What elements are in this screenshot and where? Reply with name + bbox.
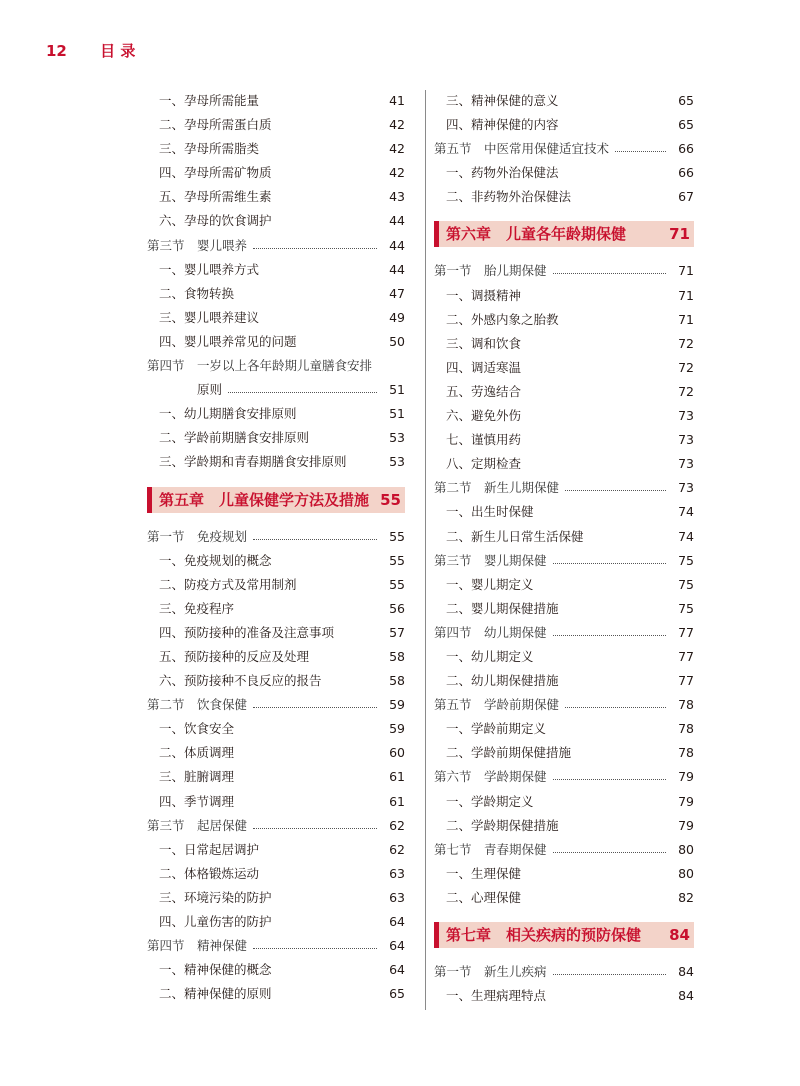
toc-entry-title: 一、婴儿喂养方式 <box>159 261 260 277</box>
toc-entry[interactable] <box>147 209 405 233</box>
toc-entry[interactable] <box>147 137 405 161</box>
toc-entry[interactable] <box>147 161 405 185</box>
toc-page-number: 84 <box>678 964 694 979</box>
toc-page-number: 42 <box>389 141 405 157</box>
toc-page-number: 74 <box>678 528 694 544</box>
toc-entry-title: 第五节 学龄前期保健 <box>434 697 560 713</box>
dot-leader <box>253 814 377 829</box>
toc-entry-title: 一、学龄期定义 <box>446 793 534 809</box>
toc-entry[interactable] <box>147 645 405 669</box>
toc-page-number: 43 <box>389 189 405 205</box>
chapter-page-number: 71 <box>669 225 690 244</box>
toc-section-entry[interactable] <box>434 693 694 717</box>
toc-entry-title: 一、调摄精神 <box>446 287 522 303</box>
toc-page-number: 59 <box>389 697 405 713</box>
toc-entry-title: 四、儿童伤害的防护 <box>159 914 272 929</box>
toc-page-number: 62 <box>389 841 405 857</box>
chapter-page-number: 55 <box>380 490 401 509</box>
toc-page-number: 55 <box>389 576 405 592</box>
toc-left-column <box>147 89 405 1006</box>
toc-entry[interactable] <box>434 597 694 621</box>
toc-page-number: 63 <box>389 889 405 905</box>
toc-entry-title: 第四节 一岁以上各年龄期儿童膳食安排 <box>147 358 373 374</box>
toc-entry[interactable] <box>434 428 694 452</box>
toc-entry[interactable] <box>147 886 405 910</box>
page-number: 12 <box>46 42 67 60</box>
toc-page-number: 80 <box>678 865 694 881</box>
toc-page-number: 75 <box>678 600 694 616</box>
toc-entry-title: 一、饮食安全 <box>159 721 235 737</box>
chapter-title: 第六章 儿童各年龄期保健 <box>446 225 627 244</box>
toc-page-number: 77 <box>678 624 694 640</box>
dot-leader <box>553 960 666 975</box>
toc-page-number: 50 <box>389 333 405 349</box>
toc-right-column <box>434 89 694 1008</box>
toc-entry[interactable] <box>434 89 694 113</box>
toc-entry-title: 二、心理保健 <box>446 889 522 905</box>
dot-leader <box>553 838 666 853</box>
toc-page-number: 57 <box>389 624 405 640</box>
dot-leader <box>615 137 666 152</box>
page-header <box>46 40 135 61</box>
toc-entry-title: 一、幼儿期定义 <box>446 648 534 664</box>
toc-entry-title: 一、孕母所需能量 <box>159 93 260 108</box>
toc-entry[interactable] <box>147 282 405 306</box>
toc-page-number: 80 <box>678 841 694 857</box>
toc-page-number: 65 <box>678 117 694 133</box>
toc-page-number: 62 <box>389 817 405 833</box>
toc-section-entry[interactable] <box>434 960 694 984</box>
toc-entry-title: 二、非药物外治保健法 <box>446 189 572 205</box>
toc-entry[interactable] <box>434 525 694 549</box>
chapter-page-number: 84 <box>669 926 690 944</box>
dot-leader <box>553 549 666 564</box>
toc-entry-title: 四、精神保健的内容 <box>446 117 559 133</box>
chapter-title: 第七章 相关疾病的预防保健 <box>446 926 642 944</box>
toc-page-number: 64 <box>389 938 405 954</box>
toc-entry-title: 二、孕母所需蛋白质 <box>159 117 272 133</box>
toc-entry-title: 六、孕母的饮食调护 <box>159 213 272 229</box>
toc-entry-title: 五、孕母所需维生素 <box>159 189 272 205</box>
toc-entry-title: 二、学龄前期膳食安排原则 <box>159 430 310 446</box>
toc-page-number: 44 <box>389 237 405 253</box>
toc-page-number: 78 <box>678 721 694 737</box>
toc-entry-title: 二、幼儿期保健措施 <box>446 673 559 689</box>
toc-page-number: 66 <box>678 141 694 157</box>
toc-page-number: 72 <box>678 383 694 399</box>
toc-section-entry[interactable] <box>434 838 694 862</box>
toc-entry-title: 一、药物外治保健法 <box>446 165 559 181</box>
dot-leader <box>253 693 377 708</box>
toc-page-number: 47 <box>389 285 405 301</box>
toc-entry[interactable] <box>434 404 694 428</box>
toc-section-entry[interactable] <box>147 354 405 378</box>
toc-section-entry[interactable] <box>147 814 405 838</box>
toc-entry-title: 四、孕母所需矿物质 <box>159 165 272 181</box>
running-title: 目 录 <box>100 42 136 60</box>
toc-page-number: 71 <box>678 263 694 279</box>
toc-entry[interactable] <box>434 886 694 910</box>
toc-entry-title: 第四节 幼儿期保健 <box>434 624 547 640</box>
toc-entry[interactable] <box>434 380 694 404</box>
toc-entry[interactable] <box>147 450 405 474</box>
dot-leader <box>253 934 377 949</box>
toc-entry[interactable] <box>434 356 694 380</box>
toc-page-number: 77 <box>678 648 694 664</box>
toc-entry-title: 一、日常起居调护 <box>159 841 260 857</box>
dot-leader <box>553 621 666 636</box>
toc-page-number: 73 <box>678 432 694 448</box>
toc-entry[interactable] <box>434 185 694 209</box>
toc-section-entry[interactable] <box>434 549 694 573</box>
toc-entry[interactable] <box>147 426 405 450</box>
toc-page-number: 58 <box>389 648 405 664</box>
toc-page-number: 75 <box>678 552 694 568</box>
toc-page-number: 53 <box>389 454 405 470</box>
toc-entry[interactable] <box>434 500 694 524</box>
toc-entry-title: 二、体质调理 <box>159 745 235 761</box>
chapter-title: 第五章 儿童保健学方法及措施 <box>159 490 370 509</box>
toc-entry[interactable] <box>147 790 405 814</box>
toc-entry[interactable] <box>434 161 694 185</box>
toc-entry-title: 第一节 新生儿疾病 <box>434 964 547 979</box>
toc-page-number: 77 <box>678 673 694 689</box>
toc-entry-title: 三、学龄期和青春期膳食安排原则 <box>159 454 347 470</box>
toc-page-number: 78 <box>678 745 694 761</box>
toc-entry-title: 一、生理病理特点 <box>446 988 547 1004</box>
toc-page-number: 67 <box>678 189 694 205</box>
toc-page-number: 72 <box>678 335 694 351</box>
toc-entry[interactable] <box>434 669 694 693</box>
toc-entry-title: 二、新生儿日常生活保健 <box>446 528 584 544</box>
toc-section-entry[interactable] <box>147 693 405 717</box>
toc-entry[interactable] <box>147 621 405 645</box>
toc-entry[interactable] <box>147 717 405 741</box>
toc-entry-title: 第五节 中医常用保健适宜技术 <box>434 141 610 157</box>
toc-entry-title: 二、外感内象之胎教 <box>446 311 559 327</box>
toc-page-number: 84 <box>678 988 694 1004</box>
toc-entry-title: 第一节 免疫规划 <box>147 528 248 544</box>
toc-entry-title: 三、婴儿喂养建议 <box>159 309 260 325</box>
toc-section-entry[interactable] <box>147 234 405 258</box>
chapter-heading[interactable] <box>434 922 694 948</box>
toc-entry[interactable] <box>147 185 405 209</box>
toc-entry-title: 一、生理保健 <box>446 865 522 881</box>
toc-entry[interactable] <box>147 258 405 282</box>
chapter-heading[interactable] <box>434 221 694 247</box>
toc-entry-title: 四、预防接种的准备及注意事项 <box>159 624 335 640</box>
toc-entry-title: 三、调和饮食 <box>446 335 522 351</box>
toc-entry-title: 四、调适寒温 <box>446 359 522 375</box>
toc-section-entry[interactable] <box>434 476 694 500</box>
toc-entry-title: 一、精神保健的概念 <box>159 962 272 978</box>
toc-entry-title: 第三节 婴儿喂养 <box>147 237 248 253</box>
toc-entry[interactable] <box>434 790 694 814</box>
toc-page-number: 60 <box>389 745 405 761</box>
toc-entry[interactable] <box>147 573 405 597</box>
toc-entry-title: 第二节 新生儿期保健 <box>434 480 560 496</box>
toc-entry-title: 四、婴儿喂养常见的问题 <box>159 333 297 349</box>
toc-entry[interactable] <box>147 982 405 1006</box>
toc-entry[interactable] <box>147 330 405 354</box>
toc-entry-title: 八、定期检查 <box>446 456 522 472</box>
toc-section-entry[interactable] <box>434 259 694 283</box>
toc-page-number: 65 <box>389 986 405 1002</box>
toc-entry-title: 第四节 精神保健 <box>147 938 248 954</box>
toc-entry[interactable] <box>147 910 405 934</box>
toc-page-number: 79 <box>678 793 694 809</box>
toc-entry-title: 六、避免外伤 <box>446 408 522 424</box>
dot-leader <box>553 765 666 780</box>
toc-entry-title: 第二节 饮食保健 <box>147 697 248 713</box>
toc-entry-title: 一、幼儿期膳食安排原则 <box>159 406 297 422</box>
toc-section-entry[interactable] <box>147 525 405 549</box>
toc-entry[interactable] <box>434 862 694 886</box>
toc-page-number: 44 <box>389 213 405 229</box>
toc-page-number: 42 <box>389 117 405 133</box>
toc-entry[interactable] <box>434 113 694 137</box>
toc-entry[interactable] <box>434 573 694 597</box>
toc-page-number: 72 <box>678 359 694 375</box>
toc-page-number: 64 <box>389 962 405 978</box>
toc-entry-title: 三、孕母所需脂类 <box>159 141 260 157</box>
toc-entry-title: 三、精神保健的意义 <box>446 93 559 108</box>
toc-entry[interactable] <box>147 838 405 862</box>
toc-section-entry[interactable] <box>434 137 694 161</box>
toc-page-number: 42 <box>389 165 405 181</box>
toc-page-number: 61 <box>389 769 405 785</box>
toc-entry-title: 第一节 胎儿期保健 <box>434 263 547 279</box>
toc-entry-title: 三、脏腑调理 <box>159 769 235 785</box>
toc-entry-title: 四、季节调理 <box>159 793 235 809</box>
toc-entry[interactable] <box>147 597 405 621</box>
toc-page-number: 49 <box>389 309 405 325</box>
toc-page-number: 63 <box>389 865 405 881</box>
toc-page-number: 65 <box>678 93 694 108</box>
toc-page-number: 64 <box>389 914 405 929</box>
toc-entry-title: 一、学龄前期定义 <box>446 721 547 737</box>
column-divider <box>425 90 426 1010</box>
toc-page-number: 79 <box>678 817 694 833</box>
toc-page-number: 75 <box>678 576 694 592</box>
chapter-heading[interactable] <box>147 487 405 513</box>
toc-page-number: 56 <box>389 600 405 616</box>
toc-entry-title: 原则 <box>197 382 223 398</box>
dot-leader <box>253 525 377 540</box>
dot-leader <box>565 476 666 491</box>
toc-page-number: 51 <box>389 406 405 422</box>
toc-entry[interactable] <box>434 332 694 356</box>
toc-entry-title: 第三节 起居保健 <box>147 817 248 833</box>
dot-leader <box>553 259 666 274</box>
toc-page-number: 73 <box>678 456 694 472</box>
toc-page-number: 78 <box>678 697 694 713</box>
dot-leader <box>565 693 666 708</box>
toc-section-entry[interactable] <box>147 378 405 402</box>
toc-section-entry[interactable] <box>147 934 405 958</box>
toc-entry-title: 二、防疫方式及常用制剂 <box>159 576 297 592</box>
toc-entry-title: 一、出生时保健 <box>446 504 534 520</box>
dot-leader <box>228 378 377 393</box>
toc-entry-title: 二、体格锻炼运动 <box>159 865 260 881</box>
toc-section-entry[interactable] <box>434 621 694 645</box>
toc-entry-title: 二、学龄期保健措施 <box>446 817 559 833</box>
toc-entry[interactable] <box>434 814 694 838</box>
toc-entry-title: 七、谨慎用药 <box>446 432 522 448</box>
toc-entry[interactable] <box>147 306 405 330</box>
toc-page-number: 71 <box>678 287 694 303</box>
toc-page-number: 71 <box>678 311 694 327</box>
toc-entry-title: 二、学龄前期保健措施 <box>446 745 572 761</box>
toc-page-number: 58 <box>389 673 405 689</box>
toc-entry-title: 一、婴儿期定义 <box>446 576 534 592</box>
toc-entry[interactable] <box>147 765 405 789</box>
toc-page-number: 41 <box>389 93 405 108</box>
toc-page-number: 73 <box>678 408 694 424</box>
toc-page-number: 66 <box>678 165 694 181</box>
toc-entry[interactable] <box>434 645 694 669</box>
toc-entry[interactable] <box>147 402 405 426</box>
toc-entry[interactable] <box>147 862 405 886</box>
toc-page-number: 79 <box>678 769 694 785</box>
toc-entry[interactable] <box>147 89 405 113</box>
toc-entry-title: 五、劳逸结合 <box>446 383 522 399</box>
toc-page-number: 55 <box>389 528 405 544</box>
toc-entry[interactable] <box>147 741 405 765</box>
toc-page-number: 59 <box>389 721 405 737</box>
toc-entry-title: 二、精神保健的原则 <box>159 986 272 1002</box>
toc-page-number: 74 <box>678 504 694 520</box>
toc-entry[interactable] <box>147 958 405 982</box>
toc-entry-title: 一、免疫规划的概念 <box>159 552 272 568</box>
toc-page-number: 61 <box>389 793 405 809</box>
toc-entry[interactable] <box>434 984 694 1008</box>
toc-entry[interactable] <box>434 308 694 332</box>
toc-entry-title: 二、食物转换 <box>159 285 235 301</box>
toc-entry-title: 三、环境污染的防护 <box>159 889 272 905</box>
dot-leader <box>253 234 377 249</box>
toc-entry[interactable] <box>434 284 694 308</box>
toc-entry[interactable] <box>434 741 694 765</box>
toc-page-number: 44 <box>389 261 405 277</box>
toc-page-number: 82 <box>678 889 694 905</box>
toc-page-number: 51 <box>389 382 405 398</box>
toc-entry[interactable] <box>147 669 405 693</box>
toc-entry-title: 五、预防接种的反应及处理 <box>159 648 310 664</box>
toc-entry-title: 第三节 婴儿期保健 <box>434 552 547 568</box>
toc-page-number: 73 <box>678 480 694 496</box>
toc-page-number: 55 <box>389 552 405 568</box>
toc-entry-title: 二、婴儿期保健措施 <box>446 600 559 616</box>
toc-entry[interactable] <box>434 717 694 741</box>
toc-entry[interactable] <box>147 549 405 573</box>
toc-entry[interactable] <box>434 452 694 476</box>
toc-page-number: 53 <box>389 430 405 446</box>
toc-entry[interactable] <box>147 113 405 137</box>
toc-entry-title: 六、预防接种不良反应的报告 <box>159 673 322 689</box>
toc-section-entry[interactable] <box>434 765 694 789</box>
toc-entry-title: 三、免疫程序 <box>159 600 235 616</box>
toc-entry-title: 第六节 学龄期保健 <box>434 769 547 785</box>
toc-entry-title: 第七节 青春期保健 <box>434 841 547 857</box>
